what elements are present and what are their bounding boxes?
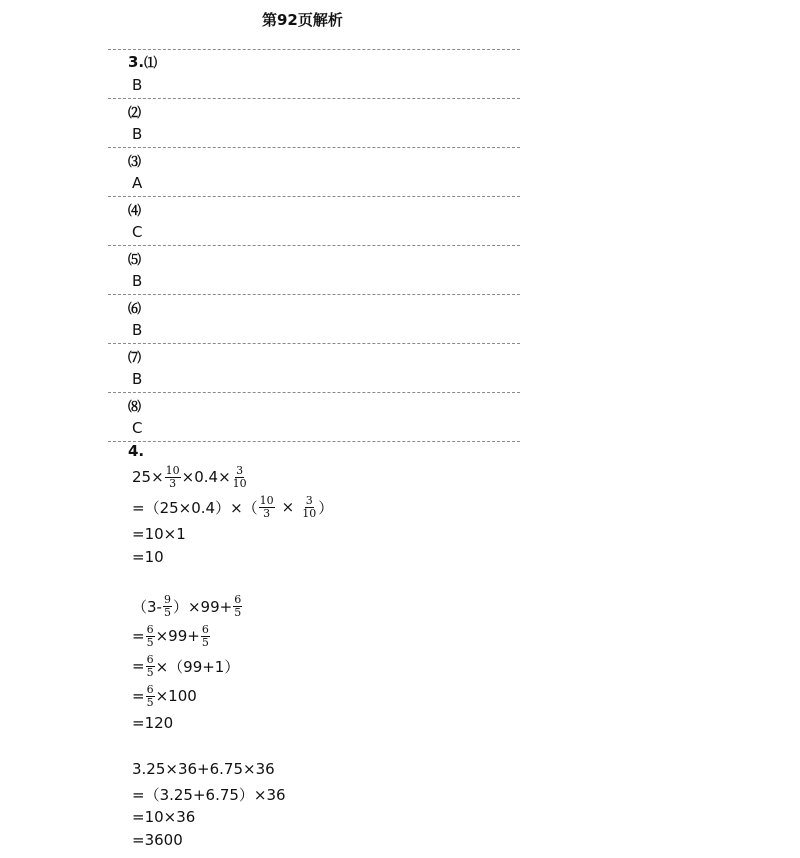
denominator: 10	[302, 506, 317, 520]
numerator: 6	[146, 622, 154, 636]
calc-line: =（3.25+6.75）×36	[132, 785, 286, 804]
fraction	[146, 624, 155, 649]
divider	[108, 245, 520, 246]
numerator: 3	[236, 463, 244, 477]
divider	[108, 49, 520, 50]
calc-line	[132, 493, 334, 520]
fraction	[146, 654, 155, 679]
expr-text: ）×99+	[172, 597, 233, 616]
numerator: 10	[165, 463, 180, 477]
expr-text: =	[132, 627, 145, 645]
calc-line: =120	[132, 714, 174, 732]
answer: C	[132, 223, 143, 241]
question-3-number	[128, 52, 157, 71]
answer: C	[132, 419, 143, 437]
question-4-number: 4.	[128, 442, 145, 460]
denominator: 5	[201, 635, 209, 649]
denominator: 3	[169, 476, 177, 490]
divider	[108, 441, 520, 442]
expr-text: ×	[281, 498, 295, 516]
denominator: 5	[163, 605, 171, 619]
sub-question-number: ⑶	[128, 155, 142, 170]
sub-question-number: ⑺	[128, 351, 142, 366]
numerator: 6	[234, 592, 242, 606]
divider	[108, 343, 520, 344]
answer: A	[132, 174, 143, 192]
expr-text: 25×	[132, 468, 164, 486]
expr-text: =（25×0.4）×（	[132, 498, 258, 517]
sub-question-number: ⑹	[128, 302, 142, 317]
numerator: 9	[163, 592, 171, 606]
divider	[108, 147, 520, 148]
calc-line: =10	[132, 548, 164, 566]
page-title: 第92页解析	[262, 11, 343, 29]
sub-question-number: ⑸	[128, 253, 142, 268]
expr-text: （3-	[132, 597, 162, 616]
calc-line: =10×1	[132, 525, 186, 543]
expr-text: ×99+	[155, 627, 200, 645]
sub-question-number: ⑻	[128, 400, 142, 415]
numerator: 10	[259, 493, 274, 507]
calc-line: =10×36	[132, 808, 196, 826]
numerator: 3	[305, 493, 313, 507]
fraction	[146, 684, 155, 709]
answer: B	[132, 125, 143, 143]
answer: B	[132, 321, 143, 339]
divider	[108, 294, 520, 295]
divider	[108, 392, 520, 393]
fraction	[165, 465, 181, 490]
calc-line	[132, 682, 197, 709]
fraction	[163, 594, 172, 619]
denominator: 5	[146, 695, 154, 709]
question-label: 3.	[128, 53, 145, 71]
calc-line: 3.25×36+6.75×36	[132, 760, 275, 778]
sub-question-number: ⑷	[128, 204, 142, 219]
expr-text: ）	[318, 498, 334, 517]
fraction	[201, 624, 210, 649]
numerator: 6	[146, 682, 154, 696]
fraction	[301, 495, 317, 520]
expr-text: ×0.4×	[181, 468, 231, 486]
denominator: 3	[263, 506, 271, 520]
sub-question-number: ⑵	[128, 106, 142, 121]
sub-question-number: ⑴	[144, 56, 158, 71]
divider	[108, 196, 520, 197]
answer: B	[132, 370, 143, 388]
calc-line	[132, 592, 243, 619]
fraction	[233, 594, 242, 619]
expr-text: ×100	[155, 687, 197, 705]
denominator: 5	[234, 605, 242, 619]
denominator: 10	[232, 476, 247, 490]
fraction	[259, 495, 275, 520]
calc-line	[132, 622, 211, 649]
divider	[108, 98, 520, 99]
fraction	[232, 465, 248, 490]
numerator: 6	[146, 652, 154, 666]
denominator: 5	[146, 665, 154, 679]
expr-text: ×（99+1）	[155, 657, 240, 676]
numerator: 6	[201, 622, 209, 636]
calc-line	[132, 463, 249, 490]
denominator: 5	[146, 635, 154, 649]
answer: B	[132, 76, 143, 94]
calc-line	[132, 652, 240, 679]
answer: B	[132, 272, 143, 290]
expr-text: =	[132, 657, 145, 675]
calc-line: =3600	[132, 831, 183, 849]
expr-text: =	[132, 687, 145, 705]
